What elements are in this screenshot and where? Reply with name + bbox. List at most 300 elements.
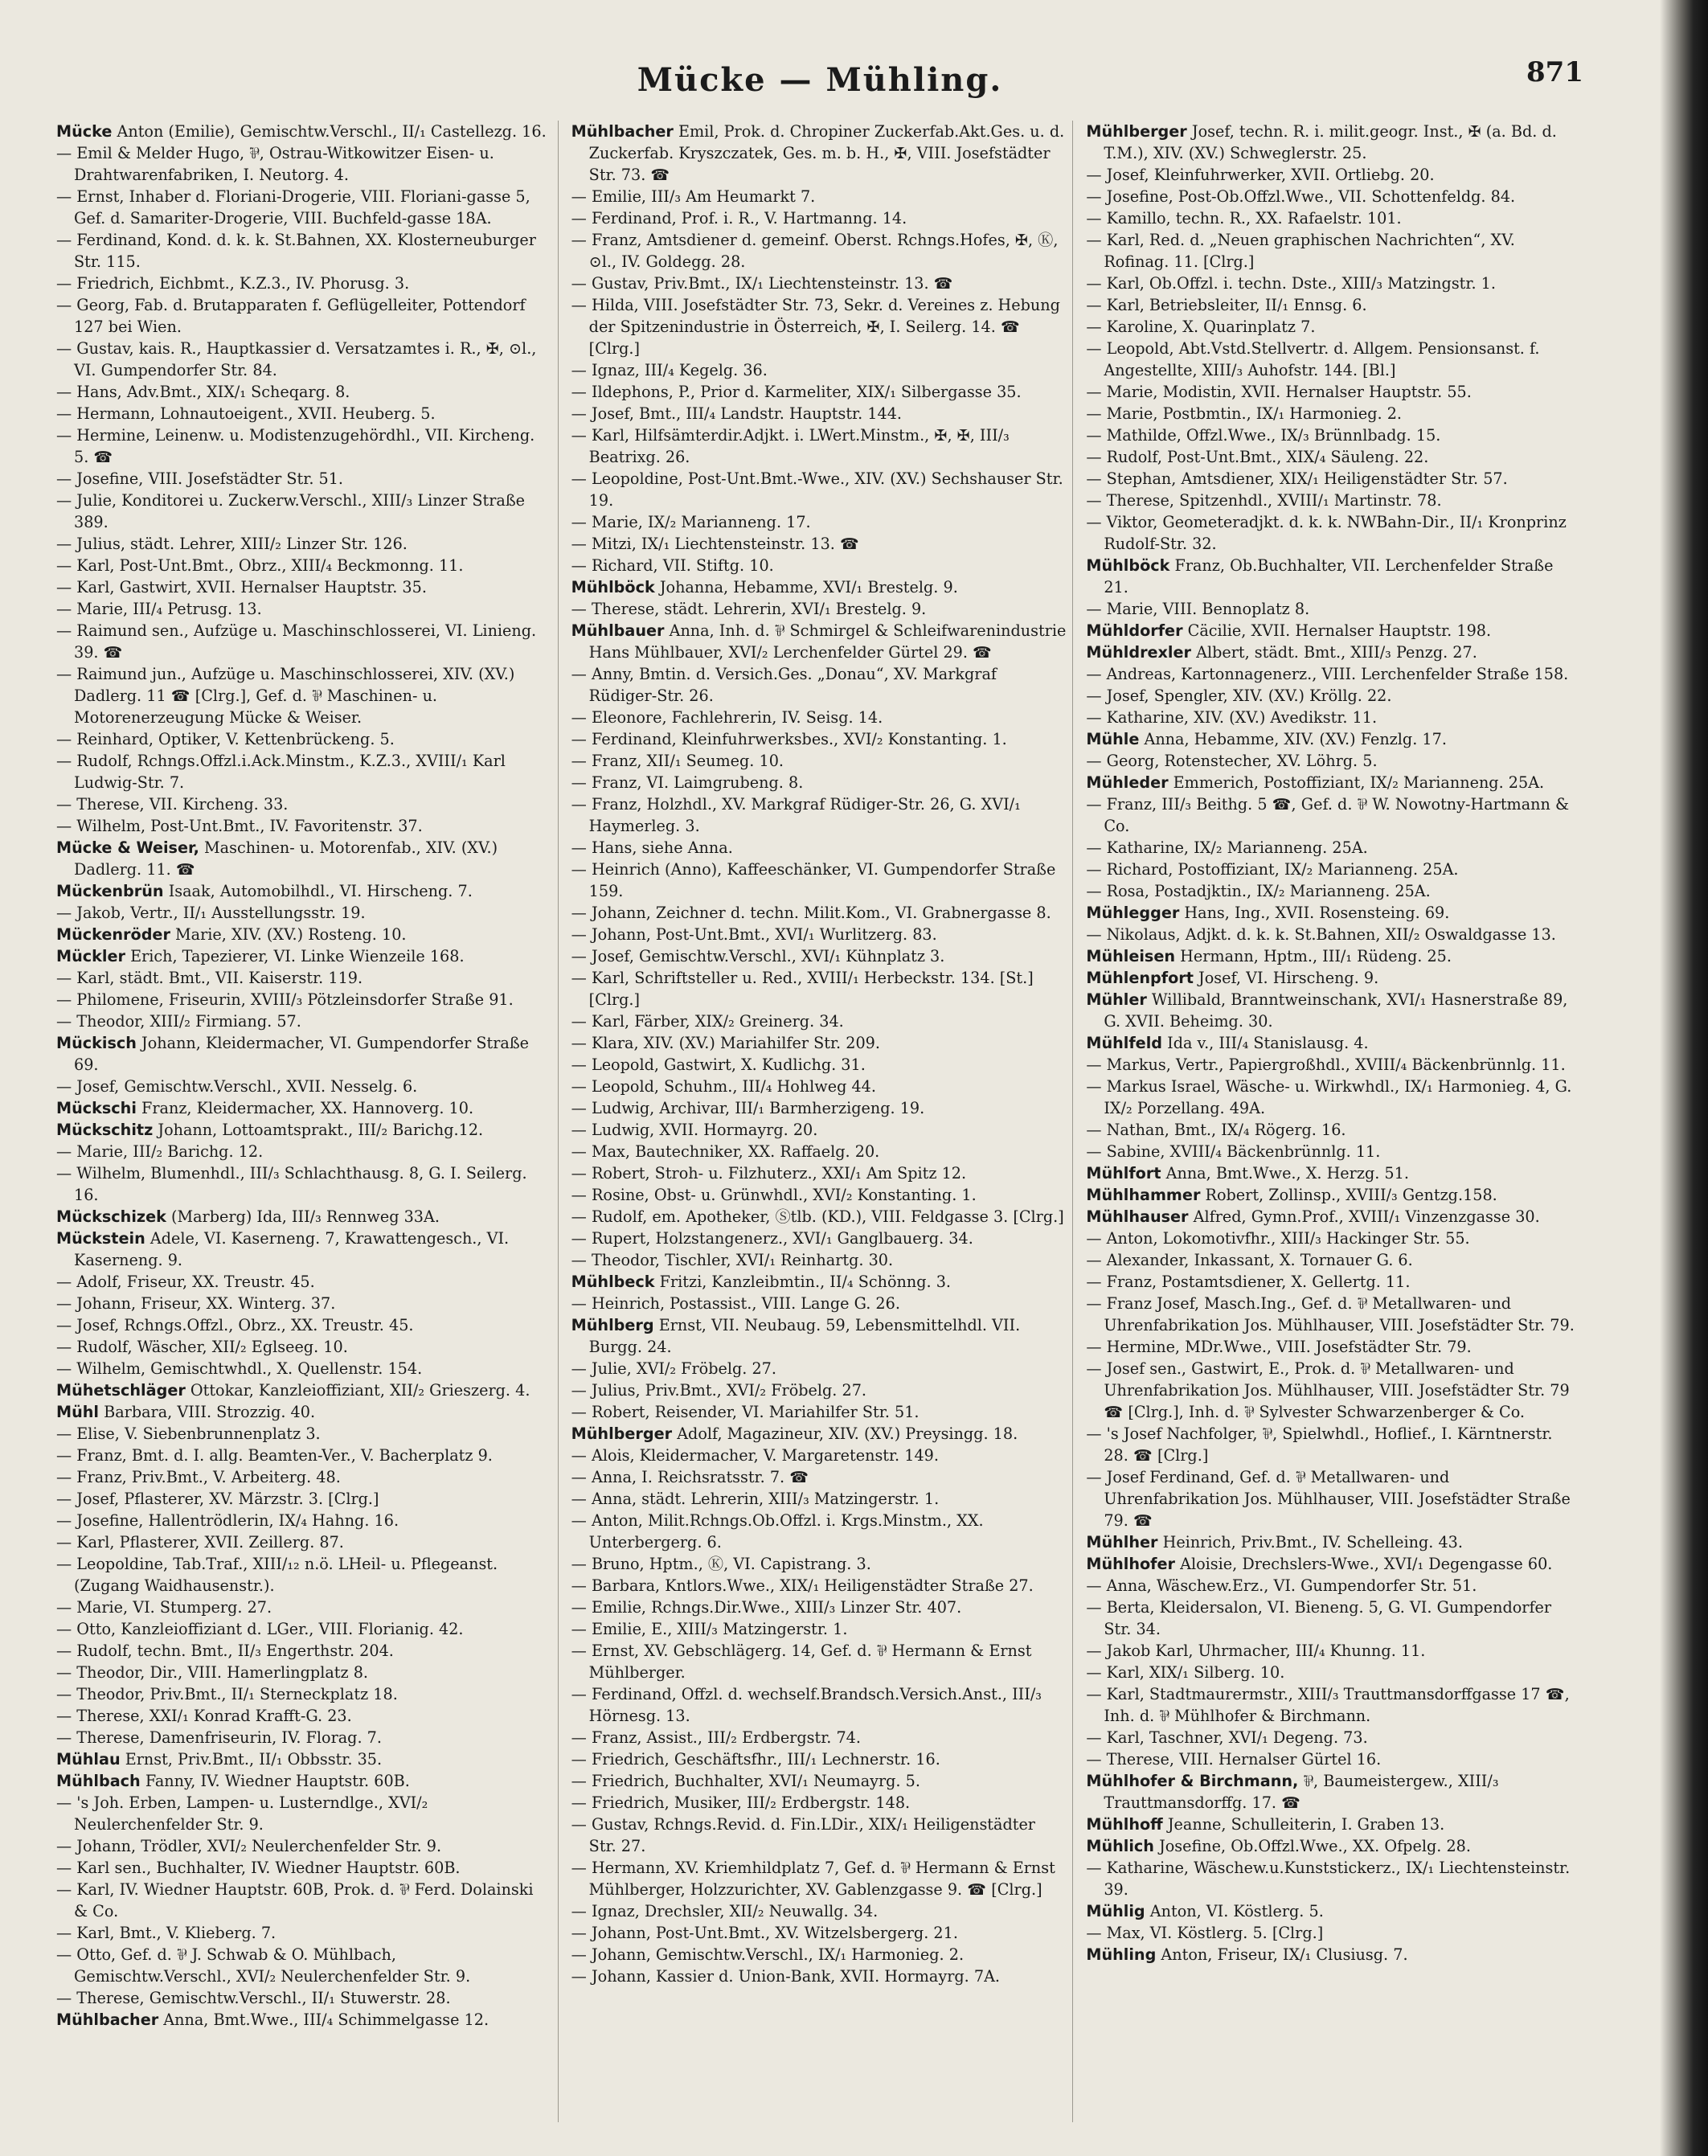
directory-entry (56, 142, 551, 186)
directory-entry (571, 403, 1067, 424)
entry-text: — Ildephons, P., Prior d. Karmeliter, XIX/₁ Silbergasse 35. (571, 383, 1022, 401)
page-number: 871 (1526, 56, 1583, 88)
entry-text: — Gustav, kais. R., Hauptkassier d. Versatzamtes i. R., ✠, ⊙l., VI. Gumpendorfer Str. 84. (56, 339, 537, 379)
entry-text: — Franz, XII/₁ Seumeg. 10. (571, 752, 784, 770)
directory-entry (571, 229, 1067, 273)
directory-entry (571, 1575, 1067, 1597)
directory-entry (571, 468, 1067, 511)
entry-surname: Mühl (56, 1403, 99, 1421)
entry-text: — Therese, Spitzenhdl., XVIII/₁ Martinstr. 78. (1086, 491, 1442, 510)
entry-text: — Georg, Fab. d. Brutapparaten f. Geflügelleiter, Pottendorf 127 bei Wien. (56, 296, 526, 336)
entry-text: — Hermine, Leinenw. u. Modistenzugehördhl., VII. Kircheng. 5. ☎ (56, 426, 535, 466)
entry-text: — Richard, Postoffiziant, IX/₂ Marianneng. 25A. (1086, 860, 1459, 879)
directory-entry (1086, 1922, 1581, 1944)
entry-text: — Anny, Bmtin. d. Versich.Ges. „Donau“, XV. Markgraf Rüdiger-Str. 26. (571, 665, 997, 705)
directory-entry (571, 1748, 1067, 1770)
entry-text: — Ernst, Inhaber d. Floriani-Drogerie, VIII. Floriani-gasse 5, Gef. d. Samariter-Drogerie, VIII. Buchfeld-gasse 18A. (56, 187, 530, 227)
entry-text: — Rudolf, Wäscher, XII/₂ Eglseeg. 10. (56, 1338, 348, 1356)
column-right (1086, 121, 1587, 2122)
entry-surname: Mückenbrün (56, 882, 164, 900)
directory-entry (56, 989, 551, 1010)
entry-text: — Johann, Zeichner d. techn. Milit.Kom., VI. Grabnergasse 8. (571, 904, 1051, 922)
directory-entry (571, 1119, 1067, 1141)
directory-entry (56, 468, 551, 490)
directory-entry (571, 1032, 1067, 1054)
directory-entry (56, 1857, 551, 1879)
directory-entry (1086, 728, 1581, 750)
directory-entry (1086, 1141, 1581, 1162)
directory-entry (1086, 685, 1581, 707)
entry-text: — Ferdinand, Kond. d. k. k. St.Bahnen, XX. Klosterneuburger Str. 115. (56, 231, 536, 271)
entry-text: — Georg, Rotenstecher, XV. Löhrg. 5. (1086, 752, 1378, 770)
entry-text: — Theodor, XIII/₂ Firmiang. 57. (56, 1012, 301, 1031)
directory-entry (1086, 1597, 1581, 1640)
directory-entry (56, 533, 551, 555)
entry-text: — Therese, VII. Kircheng. 33. (56, 795, 289, 814)
entry-text: — Ferdinand, Prof. i. R., V. Hartmanng. 14. (571, 209, 907, 227)
directory-entry (571, 1162, 1067, 1184)
directory-entry (56, 793, 551, 815)
directory-entry (571, 902, 1067, 924)
directory-entry (56, 880, 551, 902)
entry-text: Emmerich, Postoffiziant, IX/₂ Marianneng. 25A. (1173, 773, 1545, 792)
directory-entry (56, 338, 551, 381)
entry-surname: Mühlenpfort (1086, 969, 1194, 987)
directory-entry (1086, 1466, 1581, 1531)
directory-entry (571, 1900, 1067, 1922)
directory-entry (56, 186, 551, 229)
columns-container (56, 121, 1587, 2122)
entry-text: — Hermann, Lohnautoeigent., XVII. Heuberg. 5. (56, 404, 436, 423)
entry-text: Anna, Bmt.Wwe., III/₄ Schimmelgasse 12. (163, 2010, 489, 2029)
entry-text: — Karl, Taschner, XVI/₁ Degeng. 73. (1086, 1728, 1368, 1747)
entry-text: — Friedrich, Eichbmt., K.Z.3., IV. Phorusg. 3. (56, 274, 410, 293)
directory-entry (571, 1857, 1067, 1900)
entry-surname: Mühlfeld (1086, 1034, 1163, 1052)
entry-text: — Therese, VIII. Hernalser Gürtel 16. (1086, 1750, 1382, 1769)
entry-text: — Jakob Karl, Uhrmacher, III/₄ Khunng. 11. (1086, 1642, 1426, 1660)
entry-text: — Wilhelm, Blumenhdl., III/₃ Schlachthausg. 8, G. I. Seilerg. 16. (56, 1164, 527, 1204)
directory-entry (571, 1206, 1067, 1228)
directory-entry (56, 1228, 551, 1271)
directory-entry (1086, 967, 1581, 989)
entry-text: — Marie, IX/₂ Marianneng. 17. (571, 513, 811, 531)
entry-text: — Otto, Kanzleioffiziant d. LGer., VIII. Florianig. 42. (56, 1620, 464, 1638)
entry-surname: Mühlegger (1086, 904, 1180, 922)
directory-entry (571, 1379, 1067, 1401)
directory-entry (571, 1314, 1067, 1358)
entry-text: — Eleonore, Fachlehrerin, IV. Seisg. 14. (571, 708, 883, 727)
directory-entry (571, 1792, 1067, 1814)
entry-text: — Marie, III/₂ Barichg. 12. (56, 1142, 264, 1161)
directory-entry (56, 1835, 551, 1857)
entry-text: — Ernst, XV. Gebschlägerg. 14, Gef. d. ⅌ Hermann & Ernst Mühlberger. (571, 1642, 1032, 1682)
entry-text: — Franz, Priv.Bmt., V. Arbeiterg. 48. (56, 1468, 341, 1486)
directory-entry (571, 1618, 1067, 1640)
directory-entry (571, 1097, 1067, 1119)
entry-text: — Marie, VI. Stumperg. 27. (56, 1598, 272, 1617)
directory-entry (56, 273, 551, 294)
entry-text: Anton (Emilie), Gemischtw.Verschl., II/₁ Castellezg. 16. (117, 122, 547, 141)
directory-entry (1086, 1206, 1581, 1228)
directory-entry (1086, 1835, 1581, 1857)
entry-text: Anna, Bmt.Wwe., X. Herzg. 51. (1165, 1164, 1409, 1183)
entry-text: Adolf, Magazineur, XIV. (XV.) Preysingg. 18. (677, 1424, 1018, 1443)
entry-text: — Franz, Amtsdiener d. gemeinf. Oberst. Rchngs.Hofes, ✠, Ⓚ, ⊙l., IV. Goldegg. 28. (571, 231, 1059, 271)
entry-text: — Josefine, Hallentrödlerin, IX/₄ Hahng. 16. (56, 1511, 399, 1530)
directory-entry (1086, 989, 1581, 1032)
entry-surname: Mühleisen (1086, 947, 1176, 965)
entry-text: Jeanne, Schulleiterin, I. Graben 13. (1167, 1815, 1445, 1834)
entry-surname: Mühlberger (1086, 122, 1187, 141)
directory-entry (56, 1640, 551, 1662)
entry-text: — 's Josef Nachfolger, ⅌, Spielwhdl., Hoflief., I. Kärntnerstr. 28. ☎ [Clrg.] (1086, 1424, 1553, 1465)
entry-surname: Mühlbacher (571, 122, 674, 141)
entry-text: — Franz, III/₃ Beithg. 5 ☎, Gef. d. ⅌ W. Nowotny-Hartmann & Co. (1086, 795, 1570, 835)
entry-text: — Gustav, Priv.Bmt., IX/₁ Liechtensteinstr. 13. ☎ (571, 274, 953, 293)
entry-text: — Karl, Post-Unt.Bmt., Obrz., XIII/₄ Beckmonng. 11. (56, 556, 464, 575)
directory-entry (1086, 1814, 1581, 1835)
directory-entry (571, 1271, 1067, 1293)
directory-entry (1086, 1293, 1581, 1336)
directory-entry (1086, 1944, 1581, 1965)
entry-text: — Johann, Kassier d. Union-Bank, XVII. Hormayrg. 7A. (571, 1967, 1001, 1986)
directory-entry (56, 1748, 551, 1770)
entry-surname: Mühlhammer (1086, 1186, 1201, 1204)
entry-text: — Emil & Melder Hugo, ⅌, Ostrau-Witkowitzer Eisen- u. Drahtwarenfabriken, I. Neutorg. 4. (56, 144, 494, 184)
entry-text: Fritzi, Kanzleibmtin., II/₄ Schönng. 3. (659, 1273, 951, 1291)
directory-entry (571, 1466, 1067, 1488)
entry-text: Ida v., III/₄ Stanislausg. 4. (1167, 1034, 1369, 1052)
entry-surname: Mühlbeck (571, 1273, 655, 1291)
entry-text: — Josef, Rchngs.Offzl., Obrz., XX. Treustr. 45. (56, 1316, 414, 1334)
entry-text: — Hans, Adv.Bmt., XIX/₁ Scheqarg. 8. (56, 383, 350, 401)
entry-text: Isaak, Automobilhdl., VI. Hirscheng. 7. (168, 882, 473, 900)
entry-text: — Josef Ferdinand, Gef. d. ⅌ Metallwaren- und Uhrenfabrikation Jos. Mühlhauser, VIII. Josefstädter Straße 79. ☎ (1086, 1468, 1571, 1530)
entry-surname: Mühlfort (1086, 1164, 1161, 1183)
directory-entry (1086, 1336, 1581, 1358)
entry-text: Willibald, Branntweinschank, XVI/₁ Hasnerstraße 89, G. XVII. Beheimg. 30. (1104, 990, 1568, 1031)
entry-text: — Emilie, E., XIII/₃ Matzingerstr. 1. (571, 1620, 848, 1638)
directory-entry (1086, 511, 1581, 555)
directory-entry (56, 1944, 551, 1987)
entry-text: Josefine, Ob.Offzl.Wwe., XX. Ofpelg. 28. (1159, 1837, 1471, 1855)
entry-surname: Mühlhofer (1086, 1555, 1175, 1573)
directory-entry (571, 1944, 1067, 1965)
entry-surname: Mühetschläger (56, 1381, 186, 1400)
entry-surname: Mücke (56, 122, 113, 141)
directory-entry (1086, 207, 1581, 229)
directory-entry (571, 837, 1067, 859)
entry-text: — Marie, VIII. Bennoplatz 8. (1086, 600, 1310, 618)
directory-entry (1086, 338, 1581, 381)
directory-entry (571, 1640, 1067, 1683)
directory-entry (56, 424, 551, 468)
entry-surname: Mühlberg (571, 1316, 654, 1334)
entry-text: — Reinhard, Optiker, V. Kettenbrückeng. 5. (56, 730, 395, 748)
entry-surname: Mühlböck (1086, 556, 1170, 575)
entry-text: — Max, VI. Köstlerg. 5. [Clrg.] (1086, 1924, 1324, 1942)
directory-entry (571, 1814, 1067, 1857)
entry-text: — Berta, Kleidersalon, VI. Bieneng. 5, G. VI. Gumpendorfer Str. 34. (1086, 1598, 1552, 1638)
directory-entry (1086, 859, 1581, 880)
entry-text: — Julius, Priv.Bmt., XVI/₂ Fröbelg. 27. (571, 1381, 867, 1400)
entry-text: — Viktor, Geometeradjkt. d. k. k. NWBahn-Dir., II/₁ Kronprinz Rudolf-Str. 32. (1086, 513, 1567, 553)
entry-text: Anton, Friseur, IX/₁ Clusiusg. 7. (1161, 1945, 1408, 1964)
entry-text: — Mathilde, Offzl.Wwe., IX/₃ Brünnlbadg. 15. (1086, 426, 1441, 445)
entry-text: — Josef, Gemischtw.Verschl., XVII. Nesselg. 6. (56, 1077, 418, 1096)
entry-text: — Karl, Bmt., V. Klieberg. 7. (56, 1924, 276, 1942)
entry-text: — Karl, Schriftsteller u. Red., XVIII/₁ Herbeckstr. 134. [St.] [Clrg.] (571, 969, 1034, 1009)
directory-entry (571, 1184, 1067, 1206)
directory-entry (56, 1683, 551, 1705)
directory-entry (571, 1401, 1067, 1423)
entry-text: Fanny, IV. Wiedner Hauptstr. 60B. (145, 1772, 410, 1790)
entry-text: Anton, VI. Köstlerg. 5. (1149, 1902, 1324, 1920)
directory-entry (571, 1141, 1067, 1162)
entry-surname: Mühlbacher (56, 2010, 159, 2029)
directory-entry (1086, 273, 1581, 294)
entry-text: — Karl, Red. d. „Neuen graphischen Nachrichten“, XV. Rofinag. 11. [Clrg.] (1086, 231, 1515, 271)
entry-text: — Leopold, Gastwirt, X. Kudlichg. 31. (571, 1055, 866, 1074)
entry-text: — Heinrich, Postassist., VIII. Lange G. 26. (571, 1294, 900, 1313)
entry-text: — Franz, Holzhdl., XV. Markgraf Rüdiger-Str. 26, G. XVI/₁ Haymerleg. 3. (571, 795, 1021, 835)
directory-entry (571, 511, 1067, 533)
directory-entry (1086, 880, 1581, 902)
directory-entry (56, 490, 551, 533)
directory-entry (56, 1076, 551, 1097)
directory-entry (56, 2009, 551, 2031)
entry-text: Johann, Lottoamtsprakt., III/₂ Barichg.12. (158, 1121, 484, 1139)
directory-entry (571, 1010, 1067, 1032)
directory-entry (56, 1662, 551, 1683)
entry-text: — Mitzi, IX/₁ Liechtensteinstr. 13. ☎ (571, 535, 859, 553)
entry-surname: Mückstein (56, 1229, 145, 1248)
directory-entry (56, 815, 551, 837)
entry-text: — Karl, Hilfsämterdir.Adjkt. i. LWert.Minstm., ✠, ✠, III/₃ Beatrixg. 26. (571, 426, 1010, 466)
entry-text: — Ferdinand, Offzl. d. wechself.Brandsch.Versich.Anst., III/₃ Hörnesg. 13. (571, 1685, 1042, 1725)
directory-entry (571, 1510, 1067, 1553)
entry-text: — Jakob, Vertr., II/₁ Ausstellungsstr. 19. (56, 904, 366, 922)
directory-entry (56, 1271, 551, 1293)
directory-entry (1086, 1531, 1581, 1553)
directory-entry (56, 1401, 551, 1423)
directory-entry (571, 359, 1067, 381)
entry-text: — Heinrich (Anno), Kaffeeschänker, VI. Gumpendorfer Straße 159. (571, 860, 1056, 900)
directory-entry (56, 598, 551, 620)
entry-text: — Josef, Spengler, XIV. (XV.) Kröllg. 22. (1086, 687, 1392, 705)
entry-text: — Therese, XXI/₁ Konrad Krafft-G. 23. (56, 1707, 352, 1725)
directory-entry (571, 793, 1067, 837)
directory-entry (56, 1010, 551, 1032)
directory-entry (56, 403, 551, 424)
entry-text: — Leopoldine, Post-Unt.Bmt.-Wwe., XIV. (XV.) Sechshauser Str. 19. (571, 469, 1063, 510)
entry-text: (Marberg) Ida, III/₃ Rennweg 33A. (170, 1207, 440, 1226)
directory-entry (571, 598, 1067, 620)
directory-entry (56, 837, 551, 880)
directory-entry (1086, 1249, 1581, 1271)
directory-entry (1086, 793, 1581, 837)
entry-text: — Leopold, Schuhm., III/₄ Hohlweg 44. (571, 1077, 876, 1096)
directory-entry (56, 1466, 551, 1488)
directory-entry (1086, 1054, 1581, 1076)
entry-text: Ernst, Priv.Bmt., II/₁ Obbsstr. 35. (125, 1750, 383, 1769)
directory-entry (571, 1727, 1067, 1748)
entry-surname: Mühlbauer (571, 621, 665, 640)
entry-text: Johanna, Hebamme, XVI/₁ Brestelg. 9. (659, 578, 958, 596)
directory-entry (1086, 945, 1581, 967)
directory-entry (571, 924, 1067, 945)
directory-entry (1086, 446, 1581, 468)
directory-entry (1086, 229, 1581, 273)
entry-text: — 's Joh. Erben, Lampen- u. Lusterndlge., XVI/₂ Neulerchenfelder Str. 9. (56, 1793, 428, 1834)
directory-entry (571, 273, 1067, 294)
entry-text: — Friedrich, Geschäftsfhr., III/₁ Lechnerstr. 16. (571, 1750, 940, 1769)
entry-text: Anna, Hebamme, XIV. (XV.) Fenzlg. 17. (1144, 730, 1447, 748)
entry-text: Hans, Ing., XVII. Rosensteing. 69. (1184, 904, 1450, 922)
directory-entry (1086, 750, 1581, 772)
directory-entry (1086, 707, 1581, 728)
entry-text: Josef, VI. Hirscheng. 9. (1198, 969, 1379, 987)
directory-entry (1086, 1184, 1581, 1206)
directory-entry (571, 663, 1067, 707)
entry-text: — Karl, städt. Bmt., VII. Kaiserstr. 119. (56, 969, 363, 987)
directory-entry (56, 229, 551, 273)
entry-text: — Gustav, Rchngs.Revid. d. Fin.LDir., XIX/₁ Heiligenstädter Str. 27. (571, 1815, 1035, 1855)
entry-text: — Ignaz, Drechsler, XII/₂ Neuwallg. 34. (571, 1902, 879, 1920)
entry-text: — Josefine, VIII. Josefstädter Str. 51. (56, 469, 344, 488)
directory-entry (571, 1076, 1067, 1097)
entry-text: — Anna, Wäschew.Erz., VI. Gumpendorfer Str. 51. (1086, 1576, 1477, 1595)
entry-text: — Rudolf, em. Apotheker, Ⓢtlb. (KD.), VIII. Feldgasse 3. [Clrg.] (571, 1207, 1064, 1226)
page-edge-shadow (1660, 0, 1708, 2156)
directory-entry (571, 1597, 1067, 1618)
directory-entry (1086, 1575, 1581, 1597)
entry-text: — Julius, städt. Lehrer, XIII/₂ Linzer Str. 126. (56, 535, 408, 553)
entry-text: — Leopoldine, Tab.Traf., XIII/₁₂ n.ö. LHeil- u. Pflegeanst. (Zugang Waidhausenstr.). (56, 1555, 498, 1595)
entry-text: — Josef sen., Gastwirt, E., Prok. d. ⅌ Metallwaren- und Uhrenfabrikation Jos. Mühlhauser, VIII. Josefstädter Str. 79 ☎ [Clrg.], Inh. d. ⅌ Sylvester Schwarzenberger & Co. (1086, 1359, 1570, 1421)
entry-text: — Nikolaus, Adjkt. d. k. k. St.Bahnen, XII/₂ Oswaldgasse 13. (1086, 925, 1556, 944)
entry-text: — Hilda, VIII. Josefstädter Str. 73, Sekr. d. Vereines z. Hebung der Spitzenindustrie in Österreich, ✠, I. Seilerg. 14. ☎ [Clrg.] (571, 296, 1060, 358)
directory-entry (1086, 837, 1581, 859)
directory-entry (1086, 121, 1581, 164)
entry-surname: Mühldrexler (1086, 643, 1191, 662)
directory-entry (1086, 1727, 1581, 1748)
directory-entry (56, 381, 551, 403)
entry-text: — Emilie, III/₃ Am Heumarkt 7. (571, 187, 816, 206)
entry-text: — Ludwig, XVII. Hormayrg. 20. (571, 1121, 818, 1139)
directory-entry (56, 967, 551, 989)
entry-text: — Josef, Gemischtw.Verschl., XVI/₁ Kühnplatz 3. (571, 947, 945, 965)
entry-text: — Rudolf, Rchngs.Offzl.i.Ack.Minstm., K.Z.3., XVIII/₁ Karl Ludwig-Str. 7. (56, 752, 506, 792)
directory-entry (571, 859, 1067, 902)
entry-text: — Philomene, Friseurin, XVIII/₃ Pötzleinsdorfer Straße 91. (56, 990, 514, 1009)
entry-text: — Johann, Gemischtw.Verschl., IX/₁ Harmonieg. 2. (571, 1945, 965, 1964)
entry-text: — Ignaz, III/₄ Kegelg. 36. (571, 361, 768, 379)
directory-entry (571, 728, 1067, 750)
directory-entry (56, 1097, 551, 1119)
directory-entry (571, 294, 1067, 359)
entry-text: — Josef, Pflasterer, XV. Märzstr. 3. [Clrg.] (56, 1490, 379, 1508)
directory-entry (1086, 1032, 1581, 1054)
entry-text: — Rosa, Postadjktin., IX/₂ Marianneng. 25A. (1086, 882, 1431, 900)
directory-entry (56, 1445, 551, 1466)
entry-text: — Julie, XVI/₂ Fröbelg. 27. (571, 1359, 776, 1378)
entry-surname: Mühlhauser (1086, 1207, 1189, 1226)
entry-text: — Karl, Betriebsleiter, II/₁ Ennsg. 6. (1086, 296, 1367, 314)
directory-entry (56, 1770, 551, 1792)
entry-text: Aloisie, Drechslers-Wwe., XVI/₁ Degengasse 60. (1180, 1555, 1553, 1573)
directory-entry (1086, 1358, 1581, 1423)
directory-entry (1086, 663, 1581, 685)
directory-entry (571, 186, 1067, 207)
directory-entry (1086, 1662, 1581, 1683)
entry-surname: Mühlher (1086, 1533, 1158, 1551)
directory-entry (56, 750, 551, 793)
entry-text: — Friedrich, Buchhalter, XVI/₁ Neumayrg. 5. (571, 1772, 920, 1790)
directory-entry (571, 533, 1067, 555)
entry-surname: Mühling (1086, 1945, 1157, 1964)
entry-text: — Rudolf, techn. Bmt., II/₃ Engerthstr. 204. (56, 1642, 394, 1660)
entry-text: — Hermine, MDr.Wwe., VIII. Josefstädter Str. 79. (1086, 1338, 1472, 1356)
entry-text: Franz, Kleidermacher, XX. Hannoverg. 10. (141, 1099, 474, 1117)
entry-text: — Katharine, IX/₂ Marianneng. 25A. (1086, 838, 1368, 857)
entry-text: — Theodor, Priv.Bmt., II/₁ Sterneckplatz 18. (56, 1685, 398, 1703)
entry-text: — Klara, XIV. (XV.) Mariahilfer Str. 209. (571, 1034, 880, 1052)
directory-entry (56, 1423, 551, 1445)
entry-text: — Rudolf, Post-Unt.Bmt., XIX/₄ Säuleng. 22. (1086, 448, 1429, 466)
entry-text: — Franz, Assist., III/₂ Erdbergstr. 74. (571, 1728, 861, 1747)
entry-text: — Max, Bautechniker, XX. Raffaelg. 20. (571, 1142, 880, 1161)
entry-text: — Karl, Gastwirt, XVII. Hernalser Hauptstr. 35. (56, 578, 427, 596)
directory-entry (56, 1488, 551, 1510)
entry-text: — Franz, Postamtsdiener, X. Gellertg. 11. (1086, 1273, 1411, 1291)
page-header (56, 47, 1583, 111)
entry-surname: Mühle (1086, 730, 1140, 748)
directory-entry (571, 1488, 1067, 1510)
directory-entry (56, 1987, 551, 2009)
entry-text: Erich, Tapezierer, VI. Linke Wienzeile 168. (130, 947, 465, 965)
directory-entry (1086, 1423, 1581, 1466)
entry-text: Ernst, VII. Neubaug. 59, Lebensmittelhdl. VII. Burgg. 24. (588, 1316, 1021, 1356)
entry-text: — Karl, IV. Wiedner Hauptstr. 60B, Prok. d. ⅌ Ferd. Dolainski & Co. (56, 1880, 534, 1920)
directory-entry (571, 207, 1067, 229)
directory-entry (56, 1553, 551, 1597)
entry-surname: Mückschi (56, 1099, 137, 1117)
directory-entry (56, 576, 551, 598)
directory-entry (1086, 164, 1581, 186)
directory-entry (56, 1618, 551, 1640)
directory-entry (571, 1683, 1067, 1727)
entry-text: ⅌, Baumeistergew., XIII/₃ Trauttmansdorffg. 17. ☎ (1104, 1772, 1499, 1812)
directory-entry (56, 1922, 551, 1944)
directory-entry (56, 1379, 551, 1401)
directory-entry (571, 381, 1067, 403)
entry-text: — Markus, Vertr., Papiergroßhdl., XVIII/₄ Bäckenbrünnlg. 11. (1086, 1055, 1566, 1074)
entry-text: Robert, Zollinsp., XVIII/₃ Gentzg.158. (1205, 1186, 1497, 1204)
entry-text: Albert, städt. Bmt., XIII/₃ Penzg. 27. (1196, 643, 1477, 662)
entry-surname: Mühleder (1086, 773, 1169, 792)
directory-entry (56, 1119, 551, 1141)
entry-text: Heinrich, Priv.Bmt., IV. Schelleing. 43. (1162, 1533, 1463, 1551)
entry-surname: Mühlig (1086, 1902, 1145, 1920)
directory-entry (1086, 1228, 1581, 1249)
directory-entry (571, 1249, 1067, 1271)
entry-text: — Kamillo, techn. R., XX. Rafaelstr. 101. (1086, 209, 1402, 227)
entry-text: — Barbara, Kntlors.Wwe., XIX/₁ Heiligenstädter Straße 27. (571, 1576, 1034, 1595)
entry-text: — Marie, Modistin, XVII. Hernalser Hauptstr. 55. (1086, 383, 1472, 401)
directory-entry (1086, 924, 1581, 945)
